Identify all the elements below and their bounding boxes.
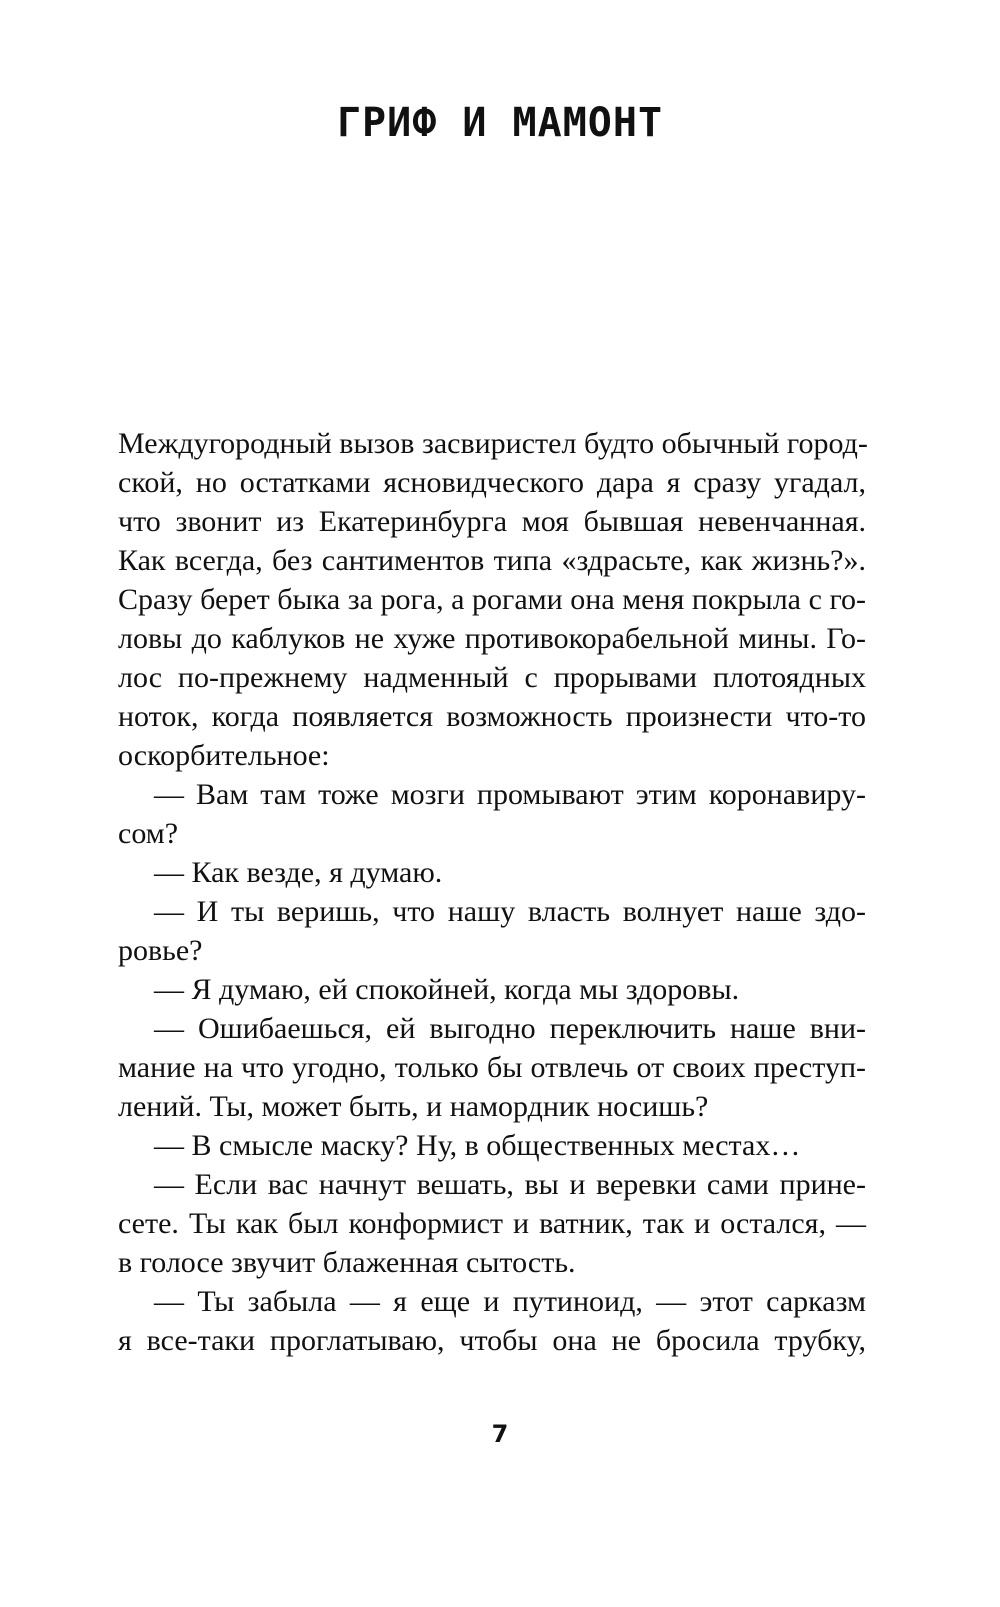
text-line: сом? (118, 817, 179, 850)
text-line: лений. Ты, может быть, и намордник носишь? (118, 1090, 709, 1123)
dialogue-line: — Ошибаешься, ей выгодно переключить наше вни- (154, 1012, 866, 1045)
text-line: в голосе звучит блаженная сытость. (118, 1246, 576, 1279)
page-number: 7 (491, 1420, 509, 1448)
dialogue-line: — Если вас начнут вешать, вы и веревки сами прине- (154, 1168, 866, 1201)
dialogue-line: — В смысле маску? Ну, в общественных местах… (154, 1129, 801, 1162)
text-line: Междугородный вызов засвиристел будто обычный город- (118, 427, 868, 460)
dialogue-line: — Я думаю, ей спокойней, когда мы здоровы. (154, 973, 740, 1006)
dialogue-line: — И ты веришь, что нашу власть волнует наше здо- (154, 895, 866, 928)
text-line: ловы до каблуков не хуже противокорабельной мины. Го- (118, 622, 866, 655)
text-line: Как всегда, без сантиментов типа «здрасьте, как жизнь?». (118, 544, 866, 577)
text-line: сете. Ты как был конформист и ватник, так и остался, — (118, 1207, 866, 1240)
chapter-title: ГРИФ И МАМОНТ (336, 100, 664, 146)
text-line: ской, но остатками ясновидческого дара я сразу угадал, (118, 466, 866, 499)
text-line: лос по-прежнему надменный с прорывами плотоядных (118, 661, 866, 694)
text-line: ноток, когда появляется возможность произнести что-то (118, 700, 866, 733)
text-line: мание на что угодно, только бы отвлечь от своих преступ- (118, 1051, 866, 1084)
body-text (118, 424, 866, 1360)
text-line: Сразу берет быка за рога, а рогами она меня покрыла с го- (118, 583, 866, 616)
text-line: я все-таки проглатываю, чтобы она не бросила трубку, (118, 1324, 866, 1357)
dialogue-line: — Как везде, я думаю. (154, 856, 443, 889)
dialogue-line: — Ты забыла — я еще и путиноид, — этот сарказм (154, 1285, 866, 1318)
text-line: что звонит из Екатеринбурга моя бывшая невенчанная. (118, 505, 866, 538)
dialogue-line: — Вам там тоже мозги промывают этим коронавиру- (154, 778, 866, 811)
text-line: ровье? (118, 934, 203, 967)
text-line: оскорбительное: (118, 739, 330, 772)
